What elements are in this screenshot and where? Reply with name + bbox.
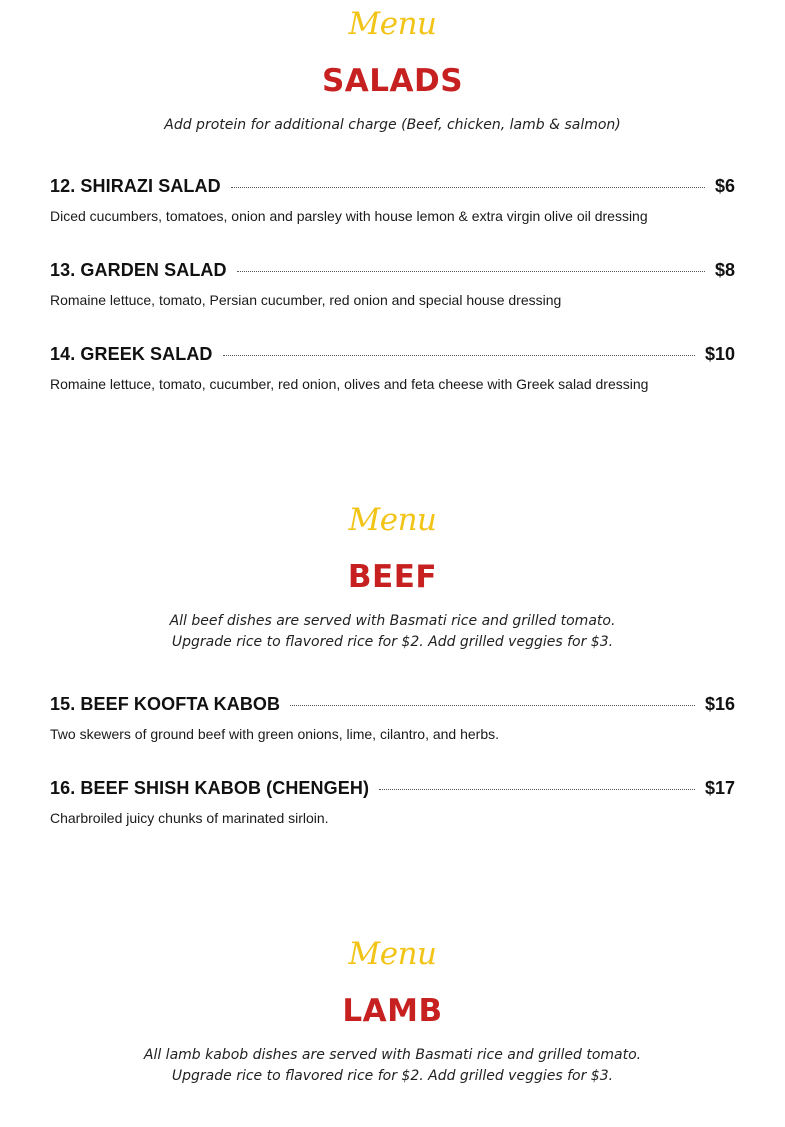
menu-item (50, 691, 735, 743)
section-note-line: Add protein for additional charge (Beef, chicken, lamb & salmon) (164, 117, 621, 133)
menu-item-price: $8 (714, 259, 735, 280)
menu-item-price: $10 (704, 343, 735, 364)
menu-item-price: $16 (704, 693, 735, 714)
menu-item-price: $6 (714, 175, 735, 196)
menu-item-description: Diced cucumbers, tomatoes, onion and parsley with house lemon & extra virgin olive oil dressing (50, 208, 648, 224)
section-title: SALADS (321, 63, 464, 99)
menu-item-header (50, 691, 735, 717)
menu-item-description: Romaine lettuce, tomato, cucumber, red onion, olives and feta cheese with Greek salad dressing (50, 376, 649, 392)
menu-item (50, 341, 735, 393)
menu-item-name: 16. BEEF SHISH KABOB (CHENGEH) (50, 777, 370, 798)
dotted-leader (231, 187, 705, 188)
menu-item-description: Romaine lettuce, tomato, Persian cucumber, red onion and special house dressing (50, 292, 562, 308)
menu-item (50, 775, 735, 827)
section-note-line: All lamb kabob dishes are served with Basmati rice and grilled tomato. (143, 1047, 642, 1063)
menu-item-name: 15. BEEF KOOFTA KABOB (50, 693, 281, 714)
menu-item-header (50, 257, 735, 283)
section-note-line: All beef dishes are served with Basmati rice and grilled tomato. (169, 613, 616, 629)
menu-script-heading: Menu (348, 6, 437, 42)
menu-item-header (50, 775, 735, 801)
section-title: BEEF (347, 559, 438, 595)
menu-item-name: 13. GARDEN SALAD (50, 259, 227, 280)
menu-item-description: Two skewers of ground beef with green onions, lime, cilantro, and herbs. (50, 726, 500, 742)
menu-item-name: 14. GREEK SALAD (50, 343, 213, 364)
dotted-leader (290, 705, 695, 706)
menu-item-name: 12. SHIRAZI SALAD (50, 175, 221, 196)
dotted-leader (379, 789, 695, 790)
lamb-section (0, 932, 785, 1087)
section-note (0, 611, 785, 653)
section-note-line: Upgrade rice to flavored rice for $2. Add grilled veggies for $3. (171, 1068, 614, 1084)
section-note (0, 115, 785, 136)
section-title: LAMB (342, 993, 443, 1029)
menu-item-header (50, 341, 735, 367)
menu-item-header (50, 173, 735, 199)
dotted-leader (223, 355, 695, 356)
menu-item (50, 173, 735, 225)
menu-item-description: Charbroiled juicy chunks of marinated sirloin. (50, 810, 329, 826)
salads-section (0, 2, 785, 136)
menu-script-heading: Menu (348, 502, 437, 538)
dotted-leader (237, 271, 705, 272)
menu-item (50, 257, 735, 309)
beef-section (0, 498, 785, 653)
menu-script-heading: Menu (348, 936, 437, 972)
menu-item-price: $17 (704, 777, 735, 798)
section-note-line: Upgrade rice to flavored rice for $2. Add grilled veggies for $3. (171, 634, 614, 650)
section-note (0, 1045, 785, 1087)
